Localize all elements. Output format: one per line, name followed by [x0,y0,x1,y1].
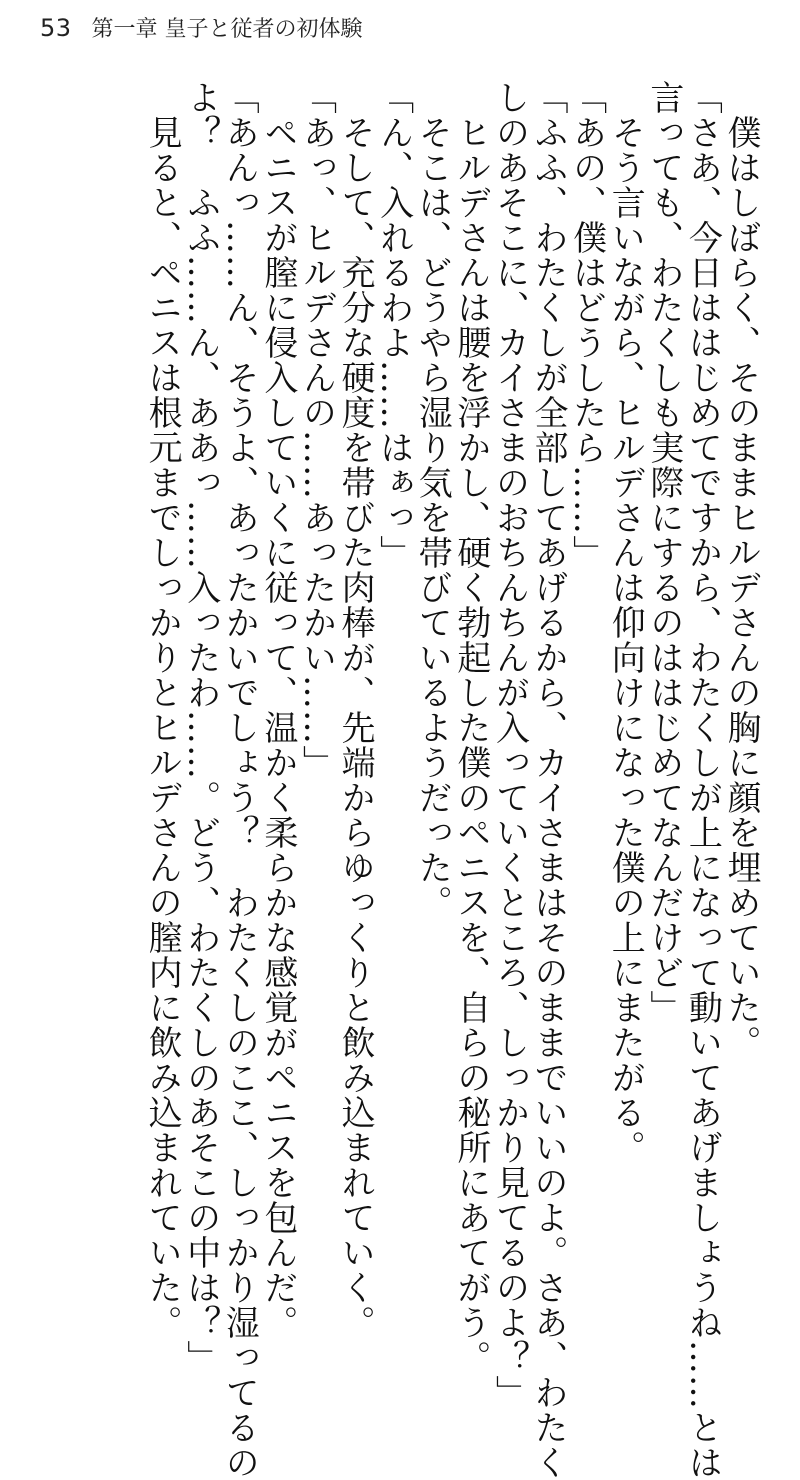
body-line: 言っても、わたくしも実際にするのははじめてなんだけど」 [643,80,684,1025]
running-title: 第一章 皇子と従者の初体験 [91,17,363,42]
body-line: 僕はしばらく、そのままヒルデさんの胸に顔を埋めていた。 [721,80,761,1060]
body-line: ペニスが膣に侵入していくに従って、温かく柔らかな感覚がペニスを包んだ。 [257,80,298,1340]
body-line: ヒルデさんは腰を浮かし、硬く勃起した僕のペニスを、自らの秘所にあてがう。 [450,80,491,1375]
body-line: 見ると、ペニスは根元までしっかりとヒルデさんの膣内に飲み込まれていた。 [142,80,183,1340]
body-line: 「あっ、ヒルデさんの……あったかい……」 [296,80,337,780]
body-line: 「あんっ……ん、そうよ、あったかいでしょう？ わたくしのここ、しっかり湿ってるの [219,80,260,1480]
page-body [85,80,761,1480]
body-line: 「さあ、今日ははじめてですから、わたくしが上になって動いてあげましょうね……とは [682,80,723,1480]
body-line: よ？ ふふ……ん、ああっ……入ったわ……。どう、わたくしのあそこの中は？」 [180,80,221,1375]
body-line: そこは、どうやら湿り気を帯びているようだった。 [412,80,453,920]
page-number: 53 [40,14,72,42]
page-header [40,12,363,52]
body-line: 「あの、僕はどうしたら……」 [566,80,607,570]
body-line: 「ん、入れるわよ……はぁっ」 [373,80,414,570]
body-line: 「ふふ、わたくしが全部してあげるから、カイさまはそのままでいいのよ。さあ、わたく [528,80,569,1480]
body-line: そう言いながら、ヒルデさんは仰向けになった僕の上にまたがる。 [605,80,646,1165]
body-line: そして、充分な硬度を帯びた肉棒が、先端からゆっくりと飲み込まれていく。 [335,80,376,1340]
body-line: しのあそこに、カイさまのおちんちんが入っていくところ、しっかり見てるのよ？」 [489,80,530,1410]
